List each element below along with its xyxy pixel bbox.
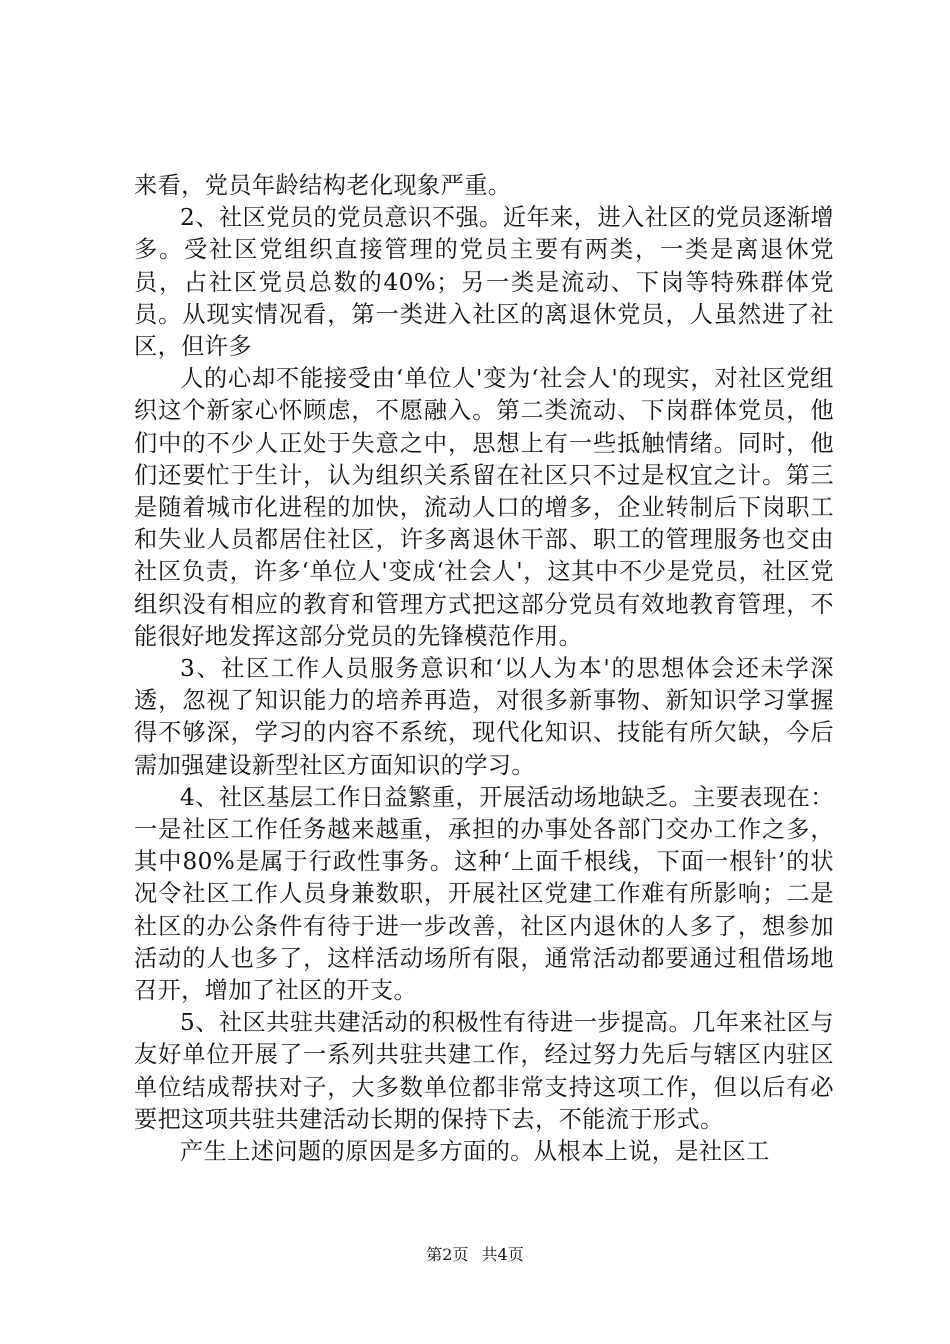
paragraph-continuation: 来看，党员年龄结构老化现象严重。 — [134, 172, 512, 199]
document-body — [134, 170, 834, 1168]
paragraph-item-2: 2、社区党员的党员意识不强。近年来，进入社区的党员逐渐增多。受社区党组织直接管理的党员主要有两类，一类是离退休党员，占社区党员总数的40%；另一类是流动、下岗等特殊群体党员。从现实情况看，第一类进入社区的离退休党员，人虽然进了社区，但许多 — [134, 204, 834, 361]
paragraph-item-5: 5、社区共驻共建活动的积极性有待进一步提高。几年来社区与友好单位开展了一系列共驻共建工作，经过努力先后与辖区内驻区单位结成帮扶对子，大多数单位都非常支持这项工作，但以后有必要把这项共驻共建活动长期的保持下去，不能流于形式。 — [134, 1009, 834, 1133]
page-total: 共4页 — [481, 1245, 524, 1264]
page-number: 第2页 — [426, 1245, 469, 1264]
paragraph-item-2-continued: 人的心却不能接受由‘单位人'变为‘社会人'的现实，对社区党组织这个新家心怀顾虑，不愿融入。第二类流动、下岗群体党员，他们中的不少人正处于失意之中，思想上有一些抵触情绪。同时，他们还要忙于生计，认为组织关系留在社区只不过是权宜之计。第三是随着城市化进程的加快，流动人口的增多，企业转制后下岗职工和失业人员都居住社区，许多离退休干部、职工的管理服务也交由社区负责，许多‘单位人'变成‘社会人'，这其中不少是党员，社区党组织没有相应的教育和管理方式把这部分党员有效地教育管理，不能很好地发挥这部分党员的先锋模范作用。 — [134, 365, 834, 650]
page-footer — [0, 1245, 950, 1265]
paragraph-causes: 产生上述问题的原因是多方面的。从根本上说，是社区工 — [180, 1138, 770, 1166]
paragraph-item-4: 4、社区基层工作日益繁重，开展活动场地缺乏。主要表现在：一是社区工作任务越来越重，承担的办事处各部门交办工作之多，其中80%是属于行政性事务。这种‘上面千根线，下面一根针’的状况令社区工作人员身兼数职，开展社区党建工作难有所影响；二是社区的办公条件有待于进一步改善，社区内退休的人多了，想参加活动的人也多了，这样活动场所有限，通常活动都要通过租借场地召开，增加了社区的开支。 — [134, 783, 834, 1005]
paragraph-item-3: 3、社区工作人员服务意识和‘以人为本'的思想体会还未学深透，忽视了知识能力的培养再造，对很多新事物、新知识学习掌握得不够深，学习的内容不系统，现代化知识、技能有所欠缺，今后需加强建设新型社区方面知识的学习。 — [134, 655, 834, 779]
